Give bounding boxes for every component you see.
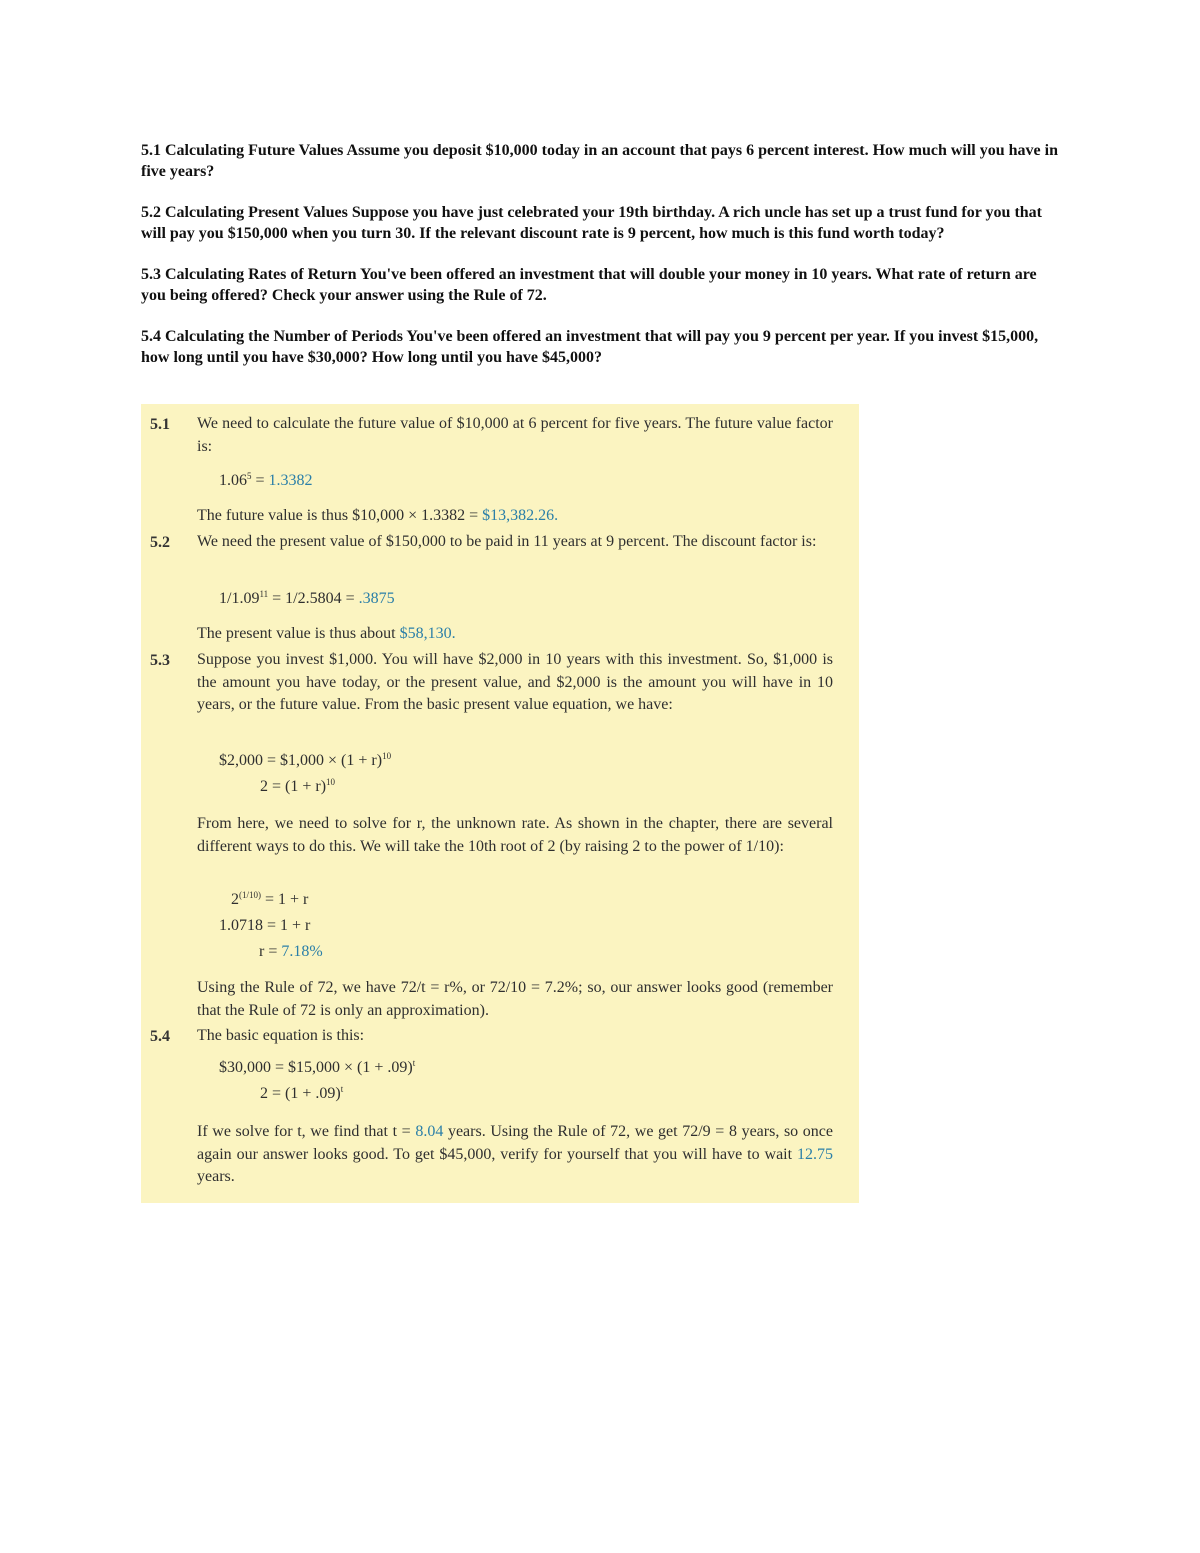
question-5-3: 5.3 Calculating Rates of Return You've been offered an investment that will double your money in 10 years. What rate of return are you being offered? Check your answer using the Rule of 72. (141, 266, 1037, 304)
questions-block (141, 141, 1061, 389)
answer-5-2-equation: $1/1.09^{11} = 1/2.5804 = .3875$ (219, 589, 395, 607)
answer-5-3-equation-3: $2^{(1/10)} = 1 + r$ (231, 890, 309, 908)
answer-number-5-2: 5.2 (150, 534, 170, 551)
answer-5-4-equation-1: $30,000 = $15,000 × $(1 + .09)^t$ (219, 1058, 416, 1076)
answer-number-5-3: 5.3 (150, 652, 170, 669)
answer-5-3-equation-2: $2 = (1 + r)^{10}$ (260, 777, 336, 795)
answer-5-3-equation-4: 1.0718 = 1 + r (219, 917, 311, 934)
question-5-2: 5.2 Calculating Present Values Suppose you have just celebrated your 19th birthday. A rich uncle has set up a trust fund for you that will pay you $150,000 when you turn 30. If the relevant discount rate is 9 percent, how much is this fund worth today? (141, 204, 1042, 242)
answer-5-3-equation-5: r = 7.18% (259, 943, 323, 960)
question-5-4: 5.4 Calculating the Number of Periods You've been offered an investment that will pay you 9 percent per year. If you invest $15,000, how long until you have $30,000? How long until you have $45,000? (141, 328, 1039, 366)
answer-5-3-method: From here, we need to solve for r, the unknown rate. As shown in the chapter, there are several different ways to do this. We will take the 10th root of 2 (by raising 2 to the power of 1/10): (197, 815, 833, 855)
answer-number-5-1: 5.1 (150, 416, 170, 433)
answer-5-2-intro: We need the present value of $150,000 to be paid in 11 years at 9 percent. The discount factor is: (197, 533, 817, 550)
answer-5-3-intro: Suppose you invest $1,000. You will have $2,000 in 10 years with this investment. So, $1,000 is the amount you have today, or the present value, and $2,000 is the amount you will have in 10 years, or the future value. From the basic present value equation, we have: (197, 651, 833, 713)
answer-5-2-conclusion: The present value is thus about $58,130. (197, 625, 456, 642)
answer-5-3-equation-1: $2,000 = $1,000 × $(1 + r)^{10}$ (219, 751, 392, 769)
answer-5-1-conclusion: The future value is thus $10,000 × 1.3382 = $13,382.26. (197, 507, 559, 524)
answer-5-4-equation-2: $2 = (1 + .09)^t$ (260, 1084, 344, 1102)
answer-5-1-intro: We need to calculate the future value of $10,000 at 6 percent for five years. The future value factor is: (197, 415, 833, 455)
answer-5-3-conclusion: Using the Rule of 72, we have 72/t = r%, or 72/10 = 7.2%; so, our answer looks good (remember that the Rule of 72 is only an approximation). (197, 979, 833, 1019)
answer-5-1-equation: $1.06^5 = 1.3382$ (219, 471, 313, 489)
answer-5-4-intro: The basic equation is this: (197, 1027, 365, 1044)
answer-number-5-4: 5.4 (150, 1028, 170, 1045)
answer-key-image (141, 404, 859, 1203)
question-5-1: 5.1 Calculating Future Values Assume you deposit $10,000 today in an account that pays 6 percent interest. How much will you have in five years? (141, 142, 1058, 180)
answer-5-4-conclusion: If we solve for t, we find that t = 8.04 years. Using the Rule of 72, we get 72/9 = 8 years, so once again our answer looks good. To get $45,000, verify for yourself that you will have to wait 12.75 years. (197, 1123, 834, 1185)
